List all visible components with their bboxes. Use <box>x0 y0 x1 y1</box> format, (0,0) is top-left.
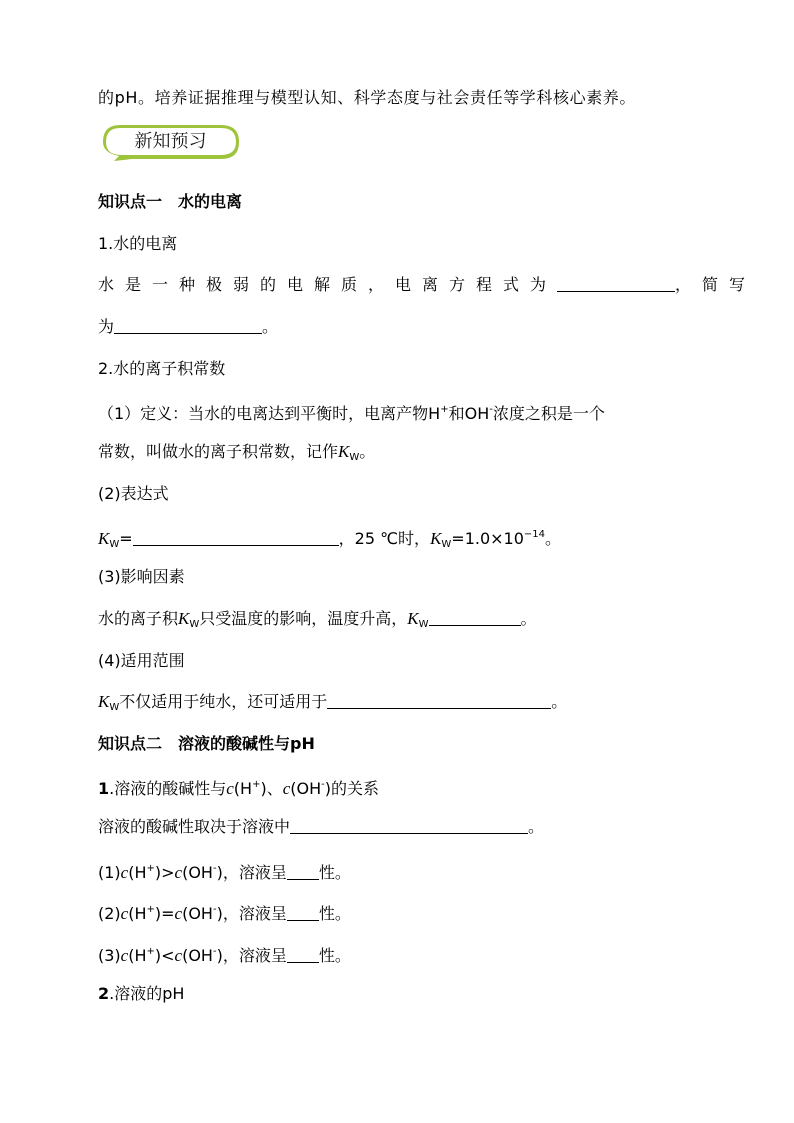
blank-temperature-effect <box>429 609 521 626</box>
blank-short-form <box>114 317 262 334</box>
subheading-ion-product: 2.水的离子积常数 <box>98 359 226 378</box>
blank-ionization-equation <box>557 275 675 292</box>
paragraph-short-form: 为 。 <box>98 317 279 336</box>
blank-case-3 <box>287 946 319 963</box>
influence-line: 水的离子积$K_W$只受温度的影响，温度升高，$K_W$ 。 <box>98 609 537 630</box>
blank-scope <box>327 692 551 709</box>
intro-text: 的pH。培养证据推理与模型认知、科学态度与社会责任等学科核心素养。 <box>98 88 636 107</box>
section-heading-1: 知识点一 水的电离 <box>98 192 243 211</box>
subheading-acidity-relation: 1.溶液的酸碱性与c(H+)、c(OH-)的关系 <box>98 779 379 798</box>
scope-line: $K_W$不仅适用于纯水，还可适用于 。 <box>98 692 568 713</box>
paragraph-ionization-equation: 水是一种极弱的电解质，电离方程式为 ，简写 <box>98 275 757 294</box>
section-banner <box>100 123 241 163</box>
section-heading-2: 知识点二 溶液的酸碱性与pH <box>98 734 315 753</box>
dependence-line: 溶液的酸碱性取决于溶液中 。 <box>98 817 545 836</box>
definition-line-1: （1）定义：当水的电离达到平衡时，电离产物H+和OH-浓度之积是一个 <box>98 404 605 423</box>
blank-case-1 <box>287 863 319 880</box>
subheading-influence: (3)影响因素 <box>98 567 185 586</box>
case-basic: (3)c(H+)<c(OH-)，溶液呈 性。 <box>98 946 351 965</box>
subheading-solution-ph: 2.溶液的pH <box>98 984 185 1003</box>
subheading-water-ionization: 1.水的电离 <box>98 234 178 253</box>
blank-kw-expression <box>133 529 339 546</box>
blank-dependence <box>290 817 528 834</box>
definition-line-2: 常数，叫做水的离子积常数，记作$K_W$。 <box>98 442 376 463</box>
banner-label: 新知预习 <box>134 131 207 152</box>
subheading-scope: (4)适用范围 <box>98 651 185 670</box>
subheading-expression: (2)表达式 <box>98 484 169 503</box>
expression-line: $K_W=$ ，25 ℃时，$K_W=1.0\times 10^{-14}$。 <box>98 529 562 550</box>
case-neutral: (2)c(H+)=c(OH-)，溶液呈 性。 <box>98 904 351 923</box>
case-acidic: (1)c(H+)>c(OH-)，溶液呈 性。 <box>98 863 351 882</box>
blank-case-2 <box>287 904 319 921</box>
